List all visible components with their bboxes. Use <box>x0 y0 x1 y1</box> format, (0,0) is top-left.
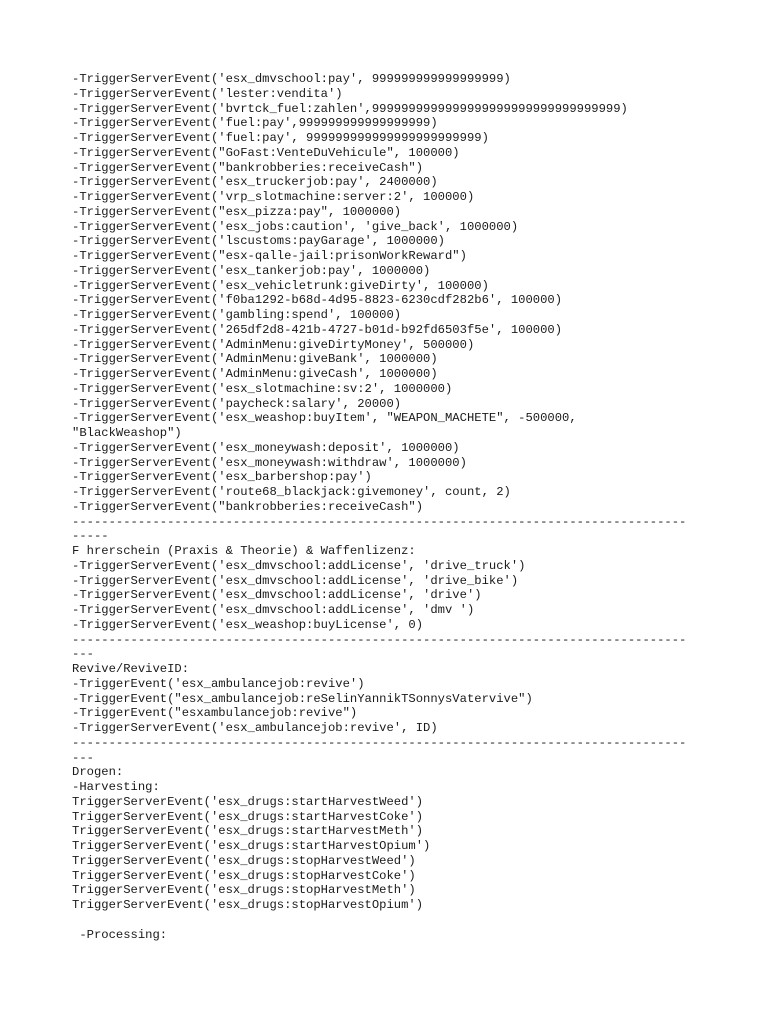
text-line: -TriggerServerEvent('f0ba1292-b68d-4d95-8823-6230cdf282b6', 100000) <box>72 293 563 308</box>
text-line: -TriggerEvent("esx_ambulancejob:reSelinYannikTSonnysVatervive") <box>72 691 533 706</box>
text-line: TriggerServerEvent('esx_drugs:stopHarvestOpium') <box>72 898 424 912</box>
separator-rule: ------------------------------------------------------------------------------------ <box>72 735 687 750</box>
text-line: -TriggerServerEvent('lscustoms:payGarage', 1000000) <box>72 234 445 249</box>
text-line: -TriggerServerEvent('esx_barbershop:pay') <box>72 470 372 485</box>
text-line: -TriggerServerEvent("bankrobberies:receiveCash") <box>72 499 424 514</box>
text-line: -TriggerEvent('esx_ambulancejob:revive') <box>72 676 365 691</box>
text-line: -TriggerServerEvent('esx_dmvschool:addLicense', 'drive') <box>72 588 482 603</box>
text-line: -TriggerServerEvent('AdminMenu:giveBank', 1000000) <box>72 352 438 367</box>
text-line: -TriggerServerEvent('265df2d8-421b-4727-b01d-b92fd6503f5e', 100000) <box>72 322 563 337</box>
text-line: TriggerServerEvent('esx_drugs:stopHarvestCoke') <box>72 868 416 883</box>
text-line: -TriggerServerEvent('esx_dmvschool:addLicense', 'drive_bike') <box>72 573 519 588</box>
text-line: -TriggerServerEvent("GoFast:VenteDuVehicule", 100000) <box>72 145 460 160</box>
section-heading-license: F﻿ hrerschein (Praxis & Theorie) & Waffenlizenz: <box>72 544 416 558</box>
text-line: -TriggerServerEvent('esx_truckerjob:pay', 2400000) <box>72 175 438 190</box>
text-line: -TriggerServerEvent('esx_dmvschool:addLicense', 'drive_truck') <box>72 558 526 573</box>
separator-rule-wrap: --- <box>72 750 94 765</box>
subsection-heading-processing: -Processing: <box>72 927 168 942</box>
text-line: "BlackWeashop") <box>72 426 182 440</box>
separator-rule-wrap: --- <box>72 647 94 662</box>
separator-rule: ------------------------------------------------------------------------------------ <box>72 632 687 647</box>
text-line: -TriggerServerEvent('AdminMenu:giveCash', 1000000) <box>72 367 438 381</box>
text-line: -TriggerEvent("esxambulancejob:revive") <box>72 706 358 721</box>
text-line: TriggerServerEvent('esx_drugs:startHarvestCoke') <box>72 809 424 824</box>
text-line: -TriggerServerEvent('esx_dmvschool:addLicense', 'dmv ') <box>72 603 475 617</box>
text-line: TriggerServerEvent('esx_drugs:startHarvestWeed') <box>72 794 424 809</box>
section-heading-drogen: Drogen: <box>72 765 124 780</box>
text-line: -TriggerServerEvent('vrp_slotmachine:server:2', 100000) <box>72 190 475 204</box>
text-line: -TriggerServerEvent("bankrobberies:receiveCash") <box>72 160 424 175</box>
text-line: -TriggerServerEvent('esx_weashop:buyLicense', 0) <box>72 617 424 632</box>
text-line: -TriggerServerEvent('esx_dmvschool:pay', 999999999999999999) <box>72 72 511 86</box>
separator-rule-wrap: ----- <box>72 529 109 544</box>
blank-line <box>72 913 702 928</box>
text-line: -TriggerServerEvent('esx_vehicletrunk:giveDirty', 100000) <box>72 278 489 293</box>
text-line: -TriggerServerEvent('esx_moneywash:deposit', 1000000) <box>72 440 460 455</box>
text-line: -TriggerServerEvent('esx_moneywash:withdraw', 1000000) <box>72 455 467 470</box>
text-line: -TriggerServerEvent('gambling:spend', 100000) <box>72 308 402 322</box>
text-line: -TriggerServerEvent('AdminMenu:giveDirtyMoney', 500000) <box>72 337 475 352</box>
text-line: -TriggerServerEvent('lester:vendita') <box>72 86 343 101</box>
text-line: -TriggerServerEvent('esx_slotmachine:sv:2', 1000000) <box>72 381 453 396</box>
text-line: -TriggerServerEvent('paycheck:salary', 20000) <box>72 396 402 411</box>
text-line: TriggerServerEvent('esx_drugs:stopHarvestWeed') <box>72 853 416 868</box>
text-line: -TriggerServerEvent('bvrtck_fuel:zahlen',9999999999999999999999999999999999) <box>72 101 628 116</box>
text-line: -TriggerServerEvent('esx_weashop:buyItem', "WEAPON_MACHETE", -500000, <box>72 411 577 426</box>
text-line: -TriggerServerEvent('esx_tankerjob:pay', 1000000) <box>72 263 431 278</box>
text-line: -TriggerServerEvent('fuel:pay',999999999999999999) <box>72 116 438 131</box>
text-line: -TriggerServerEvent("esx-qalle-jail:prisonWorkReward") <box>72 249 467 263</box>
text-line: TriggerServerEvent('esx_drugs:startHarvestMeth') <box>72 824 424 839</box>
text-line: TriggerServerEvent('esx_drugs:stopHarvestMeth') <box>72 883 416 898</box>
document-page <box>72 72 702 942</box>
text-line: -TriggerServerEvent('esx_ambulancejob:revive', ID) <box>72 721 438 735</box>
text-line: -TriggerServerEvent('fuel:pay', 999999999999999999999999) <box>72 131 489 145</box>
text-line: -TriggerServerEvent('esx_jobs:caution', 'give_back', 1000000) <box>72 219 519 234</box>
section-heading-revive: Revive/ReviveID: <box>72 662 190 676</box>
separator-rule: ------------------------------------------------------------------------------------ <box>72 514 687 529</box>
text-line: -TriggerServerEvent("esx_pizza:pay", 1000000) <box>72 204 402 219</box>
text-line: -TriggerServerEvent('route68_blackjack:givemoney', count, 2) <box>72 485 511 499</box>
text-line: TriggerServerEvent('esx_drugs:startHarvestOpium') <box>72 839 431 853</box>
subsection-heading-harvesting: -Harvesting: <box>72 780 160 794</box>
